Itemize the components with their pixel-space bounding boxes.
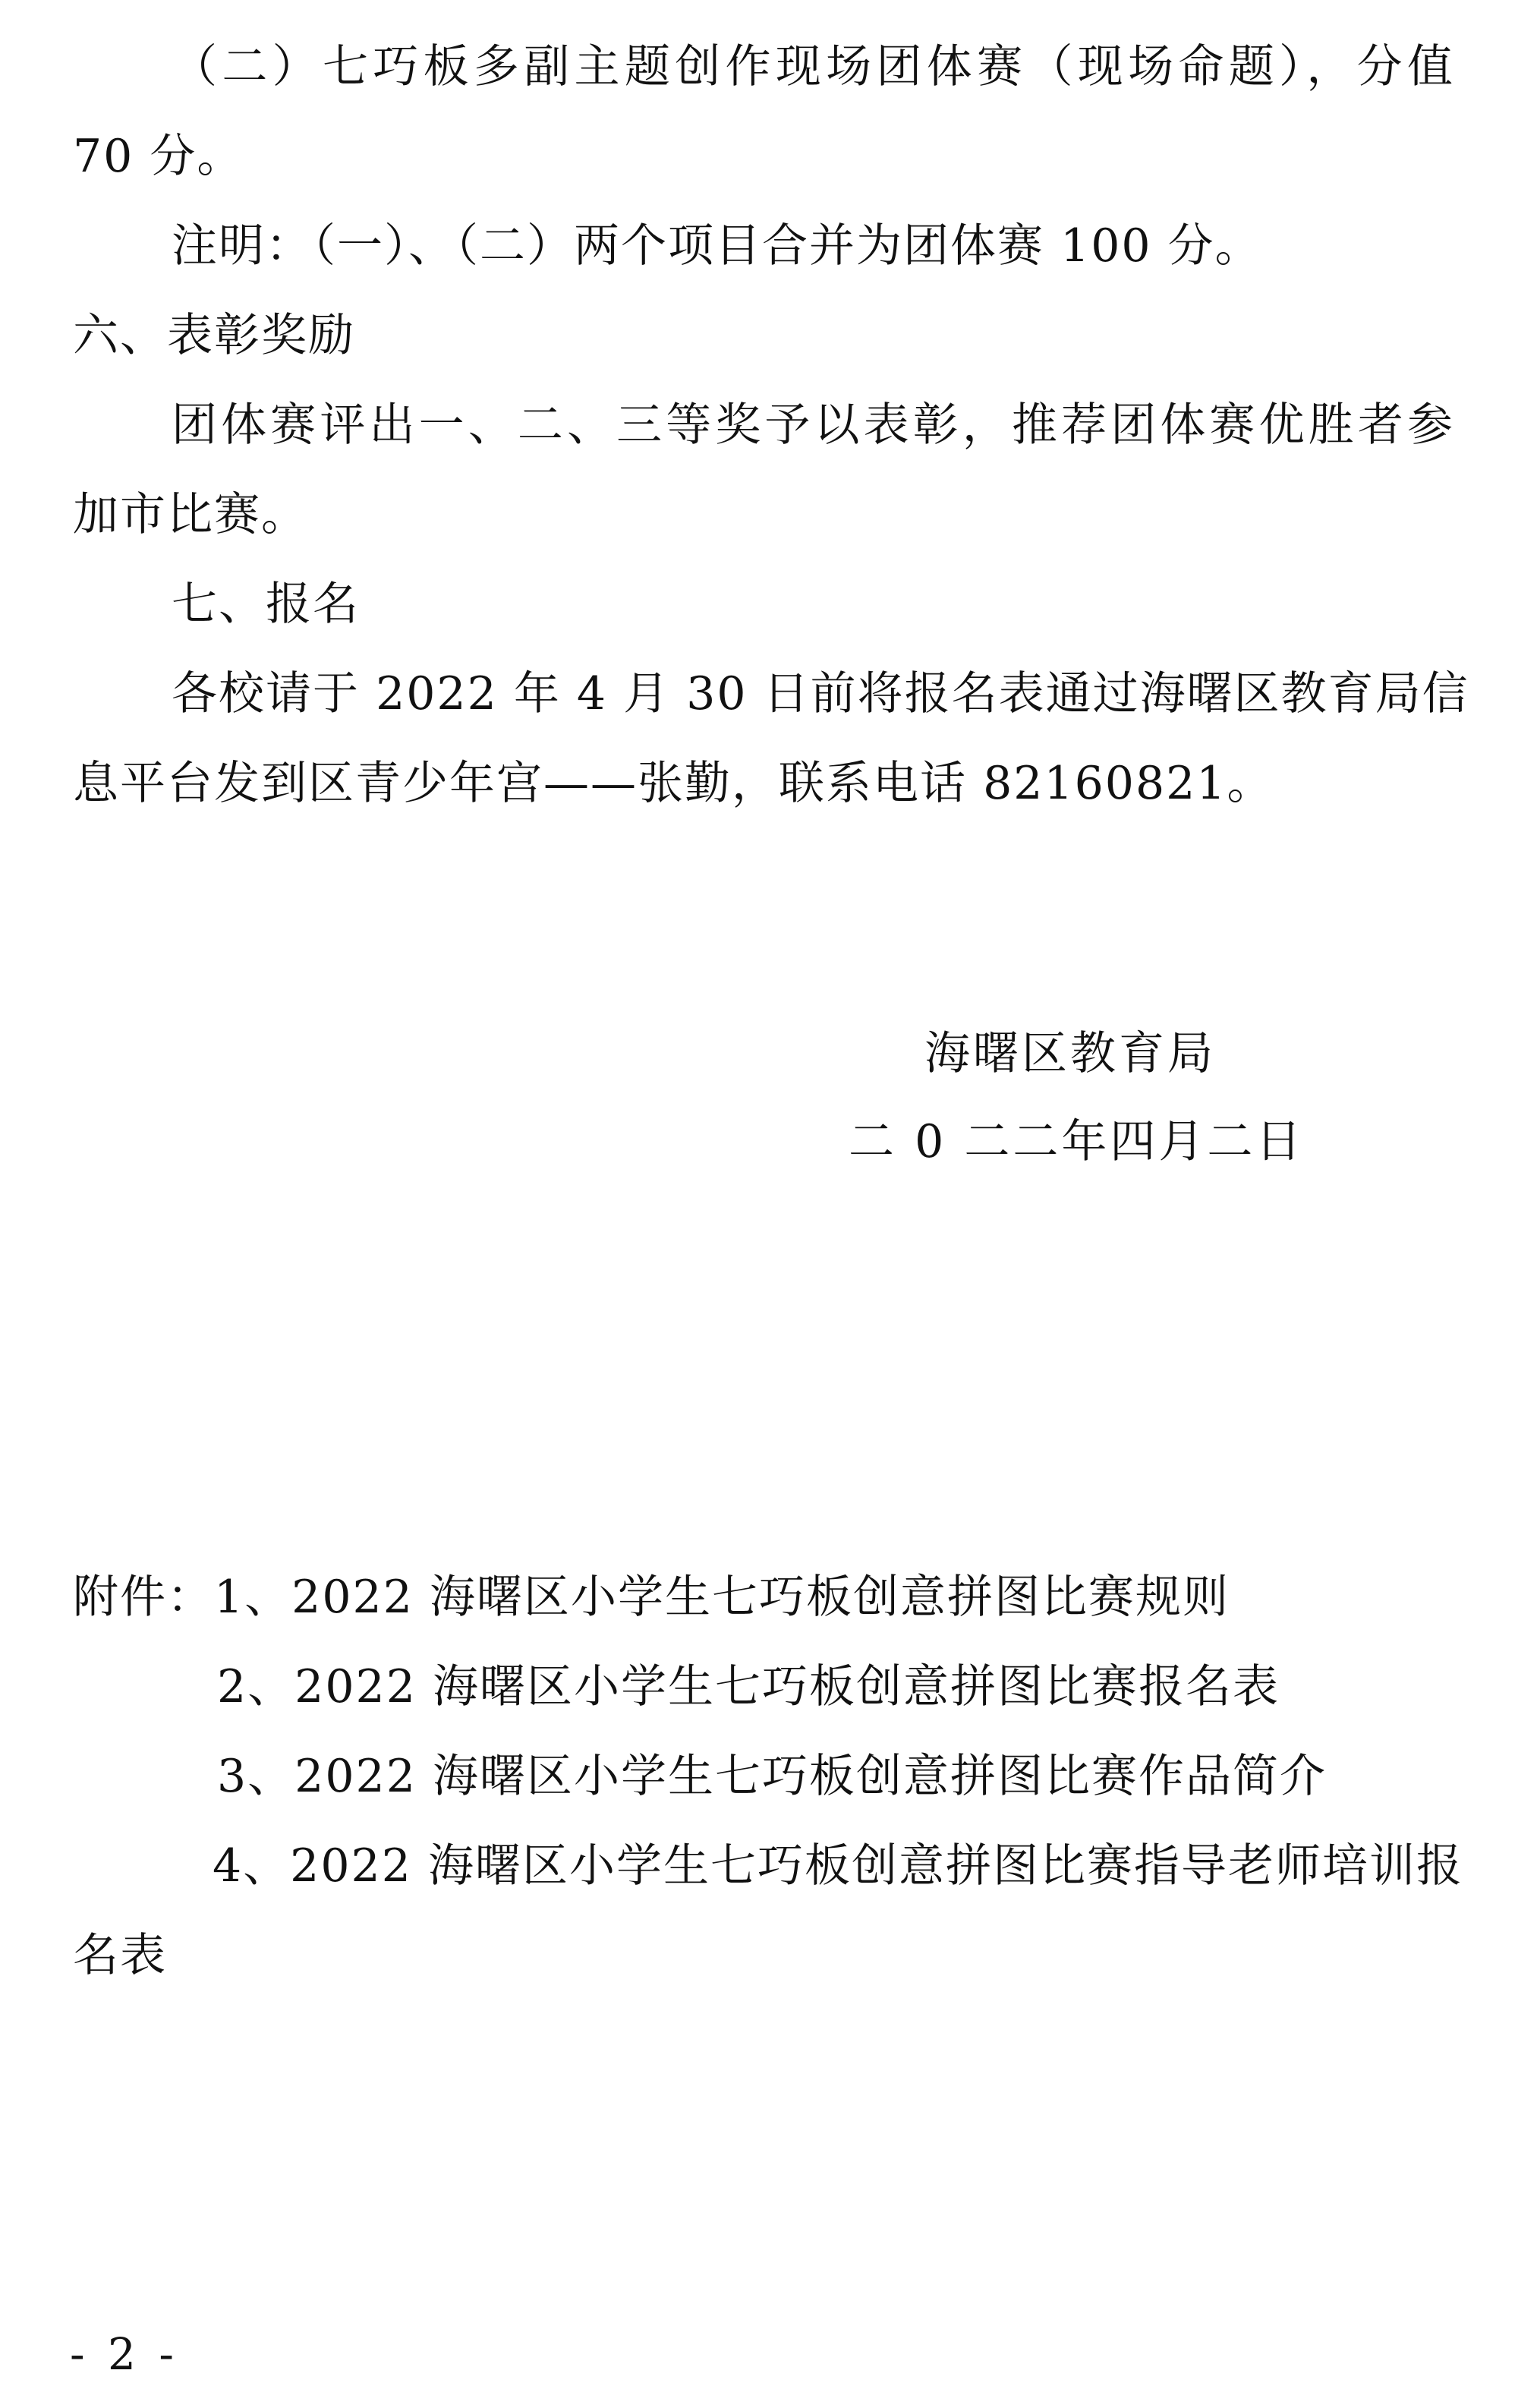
section-heading-registration: 七、报名 [172, 578, 360, 631]
body-line-9: 息平台发到区青少年宫——张勤，联系电话 82160821。 [73, 757, 1274, 810]
signature-organization: 海曙区教育局 [924, 1027, 1216, 1080]
page-number: - 2 - [70, 2328, 178, 2380]
attachment-item-1: 附件：1、2022 海曙区小学生七巧板创意拼图比赛规则 [73, 1571, 1230, 1624]
body-line-6: 加市比赛。 [73, 488, 308, 541]
attachment-item-4-continued: 名表 [73, 1929, 167, 1982]
attachment-item-4: 4、2022 海曙区小学生七巧板创意拼图比赛指导老师培训报 [213, 1839, 1463, 1893]
signature-date: 二 0 二二年四月二日 [849, 1115, 1305, 1168]
body-line-8: 各校请于 2022 年 4 月 30 日前将报名表通过海曙区教育局信 [172, 667, 1469, 720]
section-heading-awards: 六、表彰奖励 [73, 309, 355, 362]
body-line-3: 注明：（一）、（二）两个项目合并为团体赛 100 分。 [172, 219, 1262, 273]
body-line-1: （二）七巧板多副主题创作现场团体赛（现场命题），分值 [172, 40, 1454, 93]
attachment-item-3: 3、2022 海曙区小学生七巧板创意拼图比赛作品简介 [217, 1750, 1327, 1803]
attachment-item-2: 2、2022 海曙区小学生七巧板创意拼图比赛报名表 [217, 1660, 1280, 1713]
body-line-2: 70 分。 [73, 130, 244, 183]
body-line-5: 团体赛评出一、二、三等奖予以表彰，推荐团体赛优胜者参 [172, 399, 1454, 452]
